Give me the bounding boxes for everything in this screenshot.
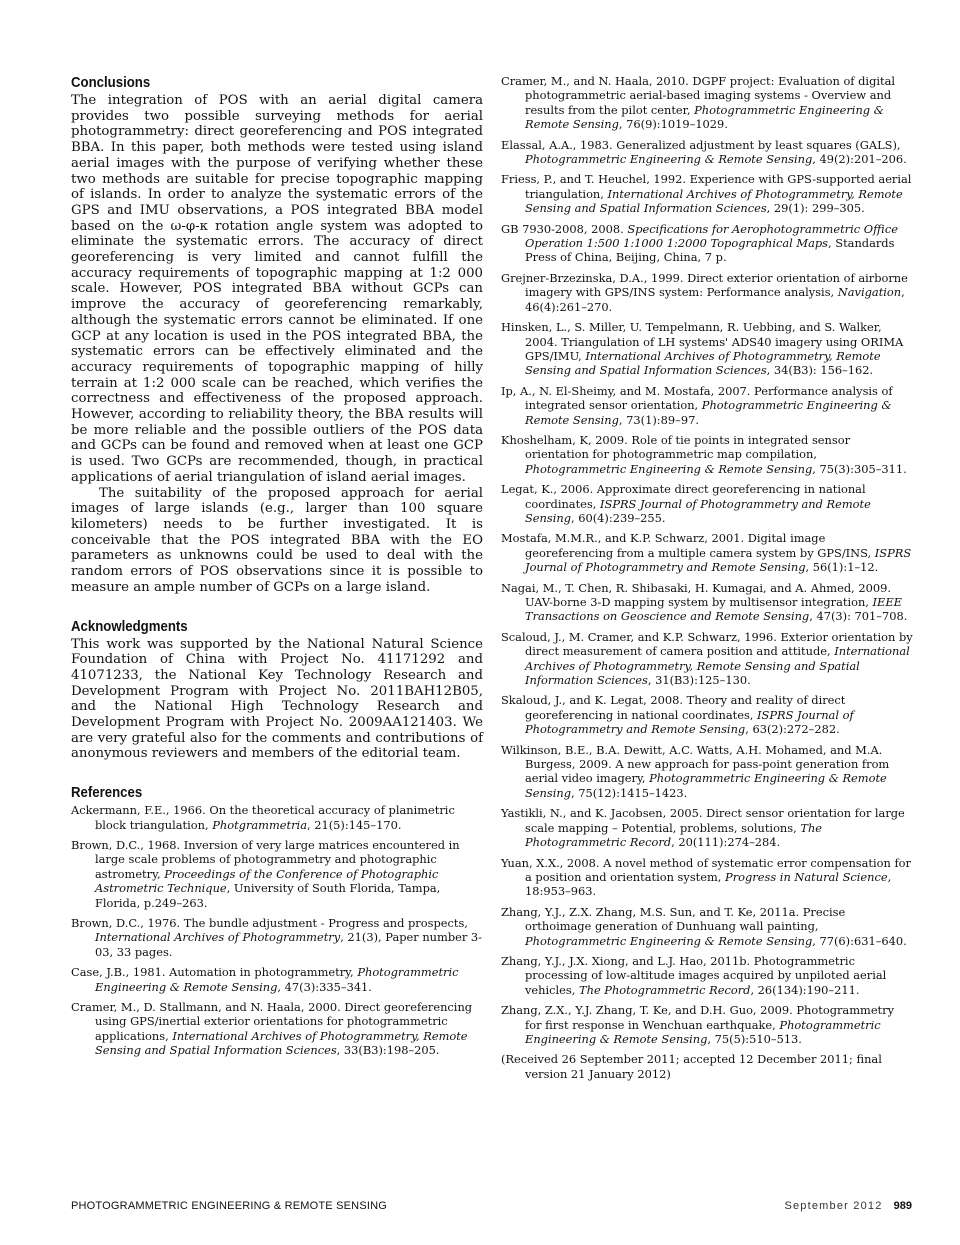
reference-details: , 56(1):1–12. — [805, 560, 879, 575]
reference-entry — [501, 482, 913, 525]
reference-details: , 75(5):510–513. — [707, 1031, 802, 1046]
acknowledgments-section — [71, 618, 483, 763]
reference-authors-title: Brown, D.C., 1976. The bundle adjustment - Progress and prospects, — [71, 915, 468, 930]
reference-entry — [501, 581, 913, 624]
reference-authors-title: Ip, A., N. El-Sheimy, and M. Mostafa, 2007. Performance analysis of integrated sensor orientation, — [501, 383, 893, 413]
reference-authors-title: Yastikli, N., and K. Jacobsen, 2005. Direct sensor orientation for large scale mapping – Potential, problems, solutions, — [501, 806, 905, 835]
reference-details: , Standards Press of China, Beijing, China, 7 p. — [525, 236, 895, 265]
reference-entry — [501, 320, 913, 378]
reference-journal: Photogrammetric Engineering & Remote Sensing — [525, 398, 892, 427]
conclusions-paragraph-2: The suitability of the proposed approach for aerial images of large islands (e.g., larger than 100 square kilometers) needs to be further investigated. It is conceivable that the POS integrated BBA with the EO parameters as unknowns could be used to deal with the random errors of POS observations since it is possible to measure an ample number of GCPs on a large island. — [71, 485, 483, 595]
reference-details: , 31(B3):125–130. — [647, 673, 751, 688]
reference-details: , 63(2):272–282. — [745, 722, 840, 737]
reference-journal: Specifications for Aerophotogrammetric Office Operation 1:500 1:1000 1:2000 Topographical Maps — [525, 221, 898, 251]
reference-authors-title: Legat, K., 2006. Approximate direct georeferencing in national coordinates, — [501, 482, 866, 511]
reference-entry — [501, 172, 913, 215]
reference-details: , 60(4):239–255. — [571, 510, 666, 525]
reference-authors-title: Cramer, M., and N. Haala, 2010. DGPF project: Evaluation of digital photogrammetric aerial-based imaging systems - Overview and results from the pilot center, — [501, 74, 896, 117]
reference-entry — [501, 630, 913, 688]
reference-entry — [501, 856, 913, 899]
reference-authors-title: Yuan, X.X., 2008. A novel method of systematic error compensation for a position and orientation system, — [501, 855, 911, 884]
reference-details: , 20(111):274–284. — [671, 835, 781, 850]
reference-details: , 29(1): 299–305. — [766, 201, 865, 216]
reference-authors-title: Ackermann, F.E., 1966. On the theoretical accuracy of planimetric block triangulation, — [71, 803, 455, 832]
reference-entry — [501, 693, 913, 736]
reference-authors-title: Zhang, Y.J., Z.X. Zhang, M.S. Sun, and T. Ke, 2011a. Precise orthoimage generation of Dunhuang wall painting, — [501, 904, 846, 934]
references-heading: References — [71, 784, 143, 802]
reference-authors-title: Case, J.B., 1981. Automation in photogrammetry, — [71, 965, 358, 980]
reference-journal: ISPRS Journal of Photogrammetry and Remote Sensing — [525, 545, 912, 575]
reference-details: , 33(B3):198–205. — [336, 1043, 440, 1058]
reference-journal: Photogrammetric Engineering & Remote Sensing — [525, 152, 813, 167]
acknowledgments-text: This work was supported by the National Natural Science Foundation of China with Project No. 41171292 and 41071233, the National Key Technology Research and Development Program with Project No. 2011BAH12B05, and the National High Technology Research and Development Program with Project No. 2009AA121403. We are very grateful also for the comments and contributions of anonymous reviewers and members of the editorial team. — [71, 636, 483, 762]
reference-authors-title: Friess, P., and T. Heuchel, 1992. Experience with GPS-supported aerial triangulation, — [501, 172, 912, 201]
reference-details: , 49(2):201–206. — [812, 152, 907, 167]
reference-entry — [71, 803, 483, 832]
reference-entry — [501, 138, 913, 167]
reference-entry — [501, 433, 913, 476]
conclusions-paragraph-1: The integration of POS with an aerial digital camera provides two possible surveying methods for aerial photogrammetry: direct georeferencing and POS integrated BBA. In this paper, both methods were tested using island aerial images with the purpose of verifying whether these two methods are suitable for precise topographic mapping of islands. In order to analyze the systematic errors of the GPS and IMU observations, a POS integrated BBA model based on the ω-φ-κ rotation angle system was adopted to eliminate the systematic errors. The accuracy of direct georeferencing is very limited and cannot fulfill the accuracy requirements of topographic mapping at 1:2 000 scale. However, POS integrated BBA without GCPs can improve the accuracy of georeferencing remarkably, although the systematic errors cannot be eliminated. If one GCP at any location is used in the POS integrated BBA, the systematic errors can be effectively eliminated and the accuracy requirements of topographic mapping of hilly terrain at 1:2 000 scale can be reached, which verifies the correctness and effectiveness of the proposed approach. However, according to reliability theory, the BBA results will be more reliable and the possible outliers of the POS data and GCPs can be found and removed when at least one GCP is used. Two GCPs are recommended, though, in practical applications of aerial triangulation of island aerial images. — [71, 93, 483, 485]
reference-journal: Progress in Natural Science — [725, 869, 888, 884]
reference-journal: Photogrammetric Engineering & Remote Sensing — [525, 933, 813, 948]
reference-authors-title: Mostafa, M.M.R., and K.P. Schwarz, 2001. Digital image georeferencing from a multiple camera system by GPS/INS, — [501, 531, 875, 560]
reference-authors-title: Khoshelham, K, 2009. Role of tie points in integrated sensor orientation for photogrammetric map compilation, — [501, 432, 851, 462]
reference-details: , 76(9):1019–1029. — [618, 117, 728, 132]
reference-journal: International Archives of Photogrammetry, Remote Sensing and Spatial Information Sciences — [525, 186, 903, 216]
reference-journal: ISPRS Journal of Photogrammetry and Remote Sensing — [525, 707, 854, 737]
reference-details: , 75(3):305–311. — [812, 461, 907, 476]
reference-entry — [501, 806, 913, 849]
reference-authors-title: Zhang, Z.X., Y.J. Zhang, T. Ke, and D.H. Guo, 2009. Photogrammetry for first response in Wenchuan earthquake, — [501, 1003, 895, 1032]
reference-details: , 21(3), Paper number 3-03, 33 pages. — [95, 930, 483, 959]
reference-journal: International Archives of Photogrammetry, Remote Sensing and Spatial Information Sciences — [95, 1028, 468, 1058]
reference-details: , 21(5):145–170. — [306, 817, 402, 832]
references-section — [71, 784, 483, 1058]
reference-journal: The Photogrammetric Record — [579, 982, 751, 997]
reference-entry — [501, 271, 913, 314]
received-note: (Received 26 September 2011; accepted 12 December 2011; final version 21 January 2012) — [501, 1052, 882, 1081]
reference-authors-title: Wilkinson, B.E., B.A. Dewitt, A.C. Watts, A.H. Mohamed, and M.A. Burgess, 2009. A new approach for pass-point generation from aerial video imagery, — [501, 742, 890, 786]
reference-journal: Photogrammetric Engineering & Remote Sensing — [525, 461, 813, 476]
reference-details: , 47(3):335–341. — [277, 979, 372, 994]
reference-details: , 77(6):631–640. — [812, 933, 907, 948]
reference-journal: International Archives of Photogrammetry — [95, 930, 341, 945]
reference-authors-title: Hinsken, L., S. Miller, U. Tempelmann, R. Uebbing, and S. Walker, 2004. Triangulation of LH systems' ADS40 imagery using ORIMA GPS/IMU, — [501, 320, 904, 363]
reference-entry — [501, 531, 913, 574]
reference-entry — [501, 905, 913, 948]
reference-journal: Proceedings of the Conference of Photographic Astrometric Technique — [95, 866, 439, 896]
references-list-left — [71, 803, 483, 1058]
references-list-right — [501, 74, 913, 1046]
reference-entry — [71, 916, 483, 959]
reference-journal: International Archives of Photogrammetry, Remote Sensing and Spatial Information Sciences — [525, 348, 881, 378]
reference-details: , 34(B3): 156–162. — [766, 363, 874, 378]
left-column — [71, 74, 483, 1080]
reference-details: , 47(3): 701–708. — [809, 609, 908, 624]
reference-journal: International Archives of Photogrammetry, Remote Sensing and Spatial Information Sciences — [525, 644, 910, 688]
conclusions-section — [71, 74, 483, 596]
footer-date: September 2012 — [784, 1200, 883, 1212]
reference-details: , 26(134):190–211. — [750, 982, 860, 997]
reference-entry — [501, 1003, 913, 1046]
page-number: 989 — [893, 1200, 912, 1212]
reference-authors-title: Cramer, M., D. Stallmann, and N. Haala, 2000. Direct georeferencing using GPS/inertial exterior orientations for photogrammetric applications, — [71, 1000, 473, 1043]
acknowledgments-heading: Acknowledgments — [71, 617, 188, 635]
reference-journal: Photgrammetria — [212, 817, 307, 832]
reference-details: , 73(1):89–97. — [618, 412, 699, 427]
reference-entry — [501, 743, 913, 801]
reference-journal: Photogrammetric Engineering & Remote Sensing — [525, 771, 887, 800]
reference-entry — [501, 74, 913, 132]
reference-authors-title: Zhang, Y.J., J.X. Xiong, and L.J. Hao, 2011b. Photogrammetric processing of low-altitude images acquired by unpiloted aerial vehicles, — [501, 953, 887, 997]
reference-journal: Navigation — [837, 285, 902, 300]
reference-entry — [501, 384, 913, 427]
reference-entry — [71, 838, 483, 910]
reference-journal: IEEE Transactions on Geoscience and Remote Sensing — [525, 595, 902, 624]
reference-authors-title: Nagai, M., T. Chen, R. Shibasaki, H. Kumagai, and A. Ahmed, 2009. UAV-borne 3-D mapping system by multisensor integration, — [501, 580, 891, 609]
conclusions-heading: Conclusions — [71, 74, 151, 91]
reference-entry — [71, 965, 483, 994]
reference-details: , 18:953–963. — [525, 869, 892, 899]
reference-entry — [71, 1000, 483, 1058]
reference-journal: Photogrammetric Engineering & Remote Sensing — [525, 102, 884, 132]
reference-details: , 75(12):1415–1423. — [571, 785, 688, 800]
reference-authors-title: Elassal, A.A., 1983. Generalized adjustment by least squares (GALS), — [501, 137, 901, 152]
right-column — [501, 74, 913, 1087]
reference-journal: Photogrammetric Engineering & Remote Sensing — [95, 965, 459, 994]
reference-details: , 46(4):261–270. — [525, 285, 905, 314]
reference-authors-title: Grejner-Brzezinska, D.A., 1999. Direct exterior orientation of airborne imagery with GPS/INS system: Performance analysis, — [501, 270, 908, 300]
reference-journal: Photogrammetric Engineering & Remote Sensing — [525, 1017, 881, 1046]
reference-journal: ISPRS Journal of Photogrammetry and Remote Sensing — [525, 496, 871, 525]
reference-entry — [501, 954, 913, 997]
reference-authors-title: Brown, D.C., 1968. Inversion of very large matrices encountered in large scale problems of photogrammetry and photographic astrometry, — [71, 837, 460, 881]
reference-journal: The Photogrammetric Record — [525, 820, 823, 850]
footer-journal-name: PHOTOGRAMMETRIC ENGINEERING & REMOTE SENSING — [71, 1200, 388, 1212]
reference-authors-title: GB 7930-2008, 2008. — [501, 221, 628, 236]
reference-details: , University of South Florida, Tampa, Florida, p.249–263. — [95, 881, 441, 910]
footer-right — [784, 1200, 912, 1212]
reference-entry — [501, 222, 913, 265]
reference-authors-title: Scaloud, J., M. Cramer, and K.P. Schwarz, 1996. Exterior orientation by direct measurement of camera position and attitude, — [501, 629, 913, 659]
reference-authors-title: Skaloud, J., and K. Legat, 2008. Theory and reality of direct georeferencing in national coordinates, — [501, 693, 846, 722]
